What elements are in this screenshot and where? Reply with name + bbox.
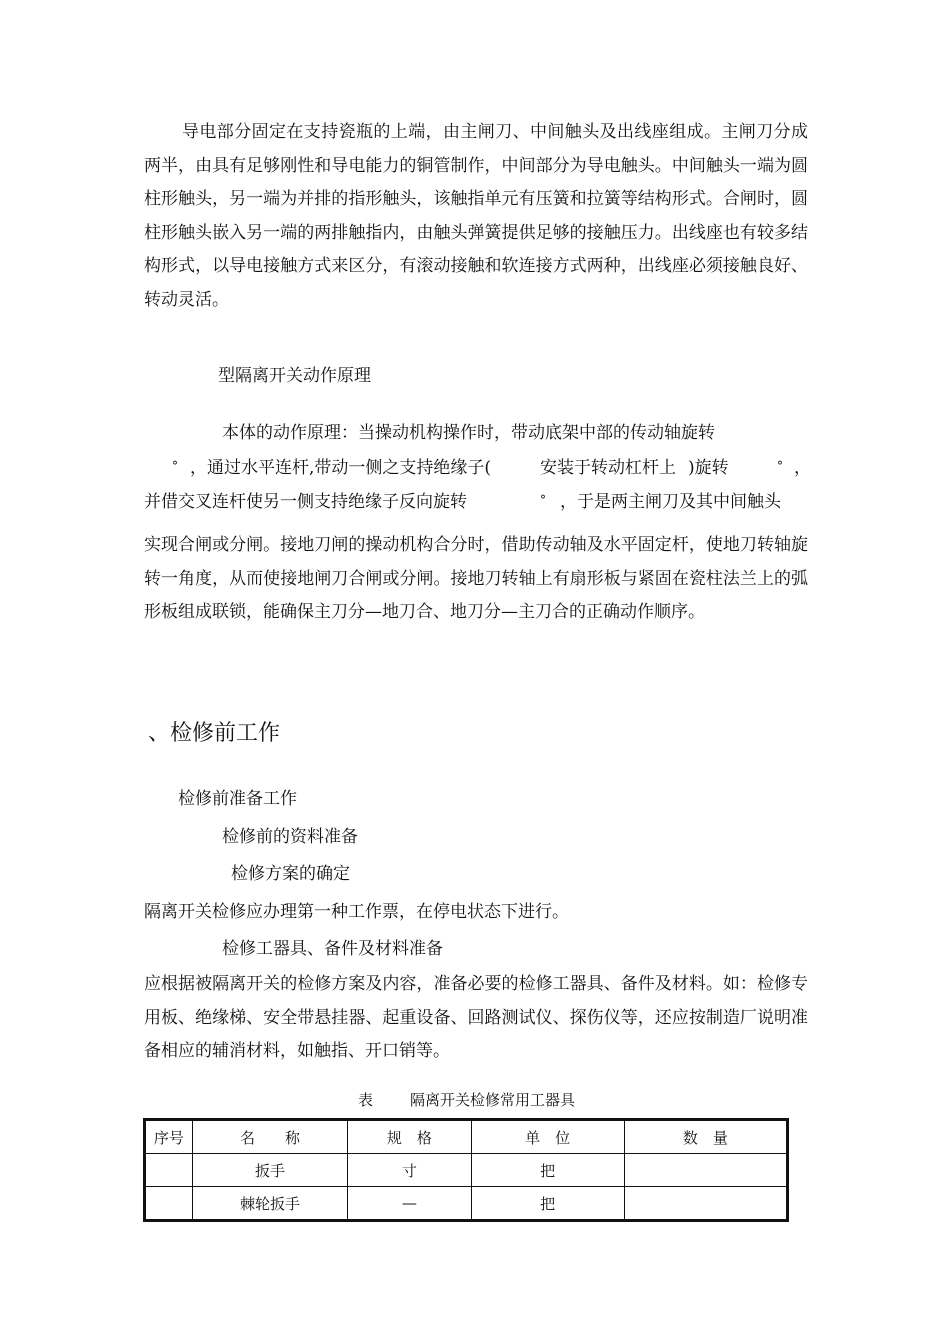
- table-cell: 寸: [348, 1154, 471, 1187]
- table-cell: [624, 1187, 787, 1221]
- tools-text: 应根据被隔离开关的检修方案及内容，准备必要的检修工器具、备件及材料。如：检修专用板、绝缘梯、安全带悬挂器、起重设备、回路测试仪、探伤仪等，还应按制造厂说明准备相应的辅消材料，如触指、开口销等。: [144, 974, 808, 1061]
- table-cell: —: [348, 1187, 471, 1221]
- table-cell: [145, 1187, 193, 1221]
- data-prep-heading: 检修前的资料准备: [222, 827, 358, 847]
- principle-line-3a: 并借交叉连杆使另一侧支持绝缘子反向旋转: [144, 492, 467, 512]
- table-cell: [145, 1154, 193, 1187]
- principle-line-2a: ，通过水平连杆,带动一侧之支持绝缘子(: [190, 458, 492, 478]
- table-cell: 把: [471, 1154, 624, 1187]
- subheading-operating-principle: 型隔离开关动作原理: [218, 366, 371, 386]
- header-cell: 数 量: [624, 1120, 787, 1154]
- principle-line-2c: )旋转: [688, 458, 729, 478]
- plan-heading: 检修方案的确定: [231, 864, 350, 884]
- header-cell: 名 称: [192, 1120, 347, 1154]
- principle-text: 实现合闸或分闸。接地刀闸的操动机构合分时，借助传动轴及水平固定杆，使地刀转轴旋转一角度，从而使接地闸刀合闸或分闸。接地刀转轴上有扇形板与紧固在瓷柱法兰上的弧形板组成联锁，能确保主刀分—地刀合、地刀分—主刀合的正确动作顺序。: [144, 535, 808, 622]
- degree-mark: °: [540, 493, 546, 507]
- principle-line-1: 本体的动作原理：当操动机构操作时，带动底架中部的传动轴旋转: [222, 423, 715, 443]
- principle-line-2b: 安装于转动杠杆上: [540, 458, 676, 478]
- plan-text: 隔离开关检修应办理第一种工作票，在停电状态下进行。: [144, 902, 569, 922]
- prep-heading: 检修前准备工作: [178, 789, 297, 809]
- table-caption-title: 隔离开关检修常用工器具: [410, 1091, 576, 1109]
- section-heading: 、检修前工作: [148, 721, 281, 746]
- principle-line-2d: ，: [794, 458, 811, 478]
- principle-line-3b: ，于是两主闸刀及其中间触头: [560, 492, 781, 512]
- intro-paragraph: [144, 116, 808, 317]
- header-cell: 序号: [145, 1120, 193, 1154]
- degree-mark: °: [172, 459, 178, 473]
- header-cell: 单 位: [471, 1120, 624, 1154]
- tools-paragraph: [144, 968, 808, 1069]
- table-cell: 棘轮扳手: [192, 1187, 347, 1221]
- table-caption-prefix: 表: [358, 1091, 374, 1109]
- tools-table: [143, 1118, 789, 1222]
- principle-paragraph-rest: [144, 529, 808, 630]
- degree-mark: °: [777, 459, 783, 473]
- tools-prep-heading: 检修工器具、备件及材料准备: [222, 939, 443, 959]
- header-cell: 规 格: [348, 1120, 471, 1154]
- table-cell: 扳手: [192, 1154, 347, 1187]
- table-cell: 把: [471, 1187, 624, 1221]
- table-row: [145, 1154, 788, 1187]
- table-row: [145, 1187, 788, 1221]
- conductive-part-text: 导电部分固定在支持瓷瓶的上端，由主闸刀、中间触头及出线座组成。主闸刀分成两半，由具有足够刚性和导电能力的铜管制作，中间部分为导电触头。中间触头一端为圆柱形触头，另一端为并排的指形触头，该触指单元有压簧和拉簧等结构形式。合闸时，圆柱形触头嵌入另一端的两排触指内，由触头弹簧提供足够的接触压力。出线座也有较多结构形式，以导电接触方式来区分，有滚动接触和软连接方式两种，出线座必须接触良好、转动灵活。: [144, 122, 808, 310]
- table-header-row: [145, 1120, 788, 1154]
- table-cell: [624, 1154, 787, 1187]
